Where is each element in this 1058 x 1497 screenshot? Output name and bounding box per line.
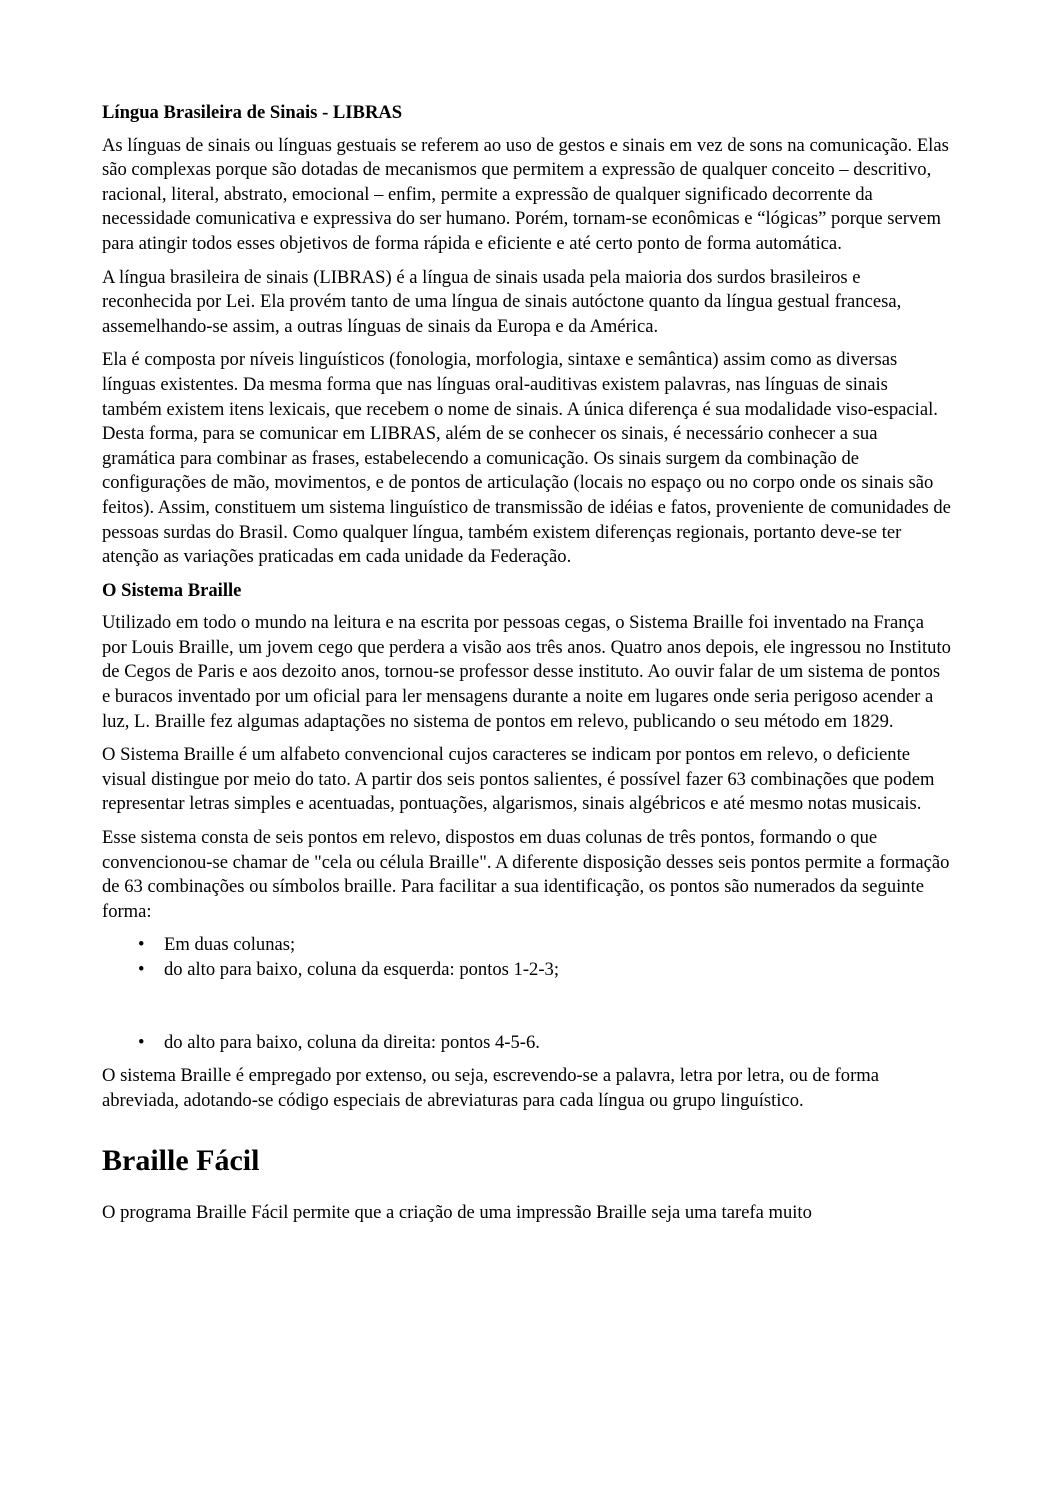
paragraph-libras-1: As línguas de sinais ou línguas gestuais se referem ao uso de gestos e sinais em vez de sons na comunicação. Elas são complexas porque são dotadas de mecanismos que permitem a expressão de qualquer conceito – descritivo, racional, literal, abstrato, emocional – enfim, permite a expressão de qualquer significado decorrente da necessidade comunicativa e expressiva do ser humano. Porém, tornam-se econômicas e “lógicas” porque servem para atingir todos esses objetivos de forma rápida e eficiente e até certo ponto de forma automática.	[102, 134, 949, 254]
paragraph-braille-2: O Sistema Braille é um alfabeto convencional cujos caracteres se indicam por pontos em relevo, o deficiente visual distingue por meio do tato. A partir dos seis pontos salientes, é possível fazer 63 combinações que podem representar letras simples e acentuadas, pontuações, algarismos, sinais algébricos e até mesmo notas musicais.	[102, 744, 935, 815]
bullet-icon: •	[138, 959, 145, 980]
heading-braille-facil: Braille Fácil	[102, 1144, 260, 1178]
list-item	[102, 958, 952, 983]
paragraph-braille-3: Esse sistema consta de seis pontos em relevo, dispostos em duas colunas de três pontos, formando o que convencionou-se chamar de "cela ou célula Braille". A diferente disposição desses seis pontos permite a formação de 63 combinações ou símbolos braille. Para facilitar a sua identificação, os pontos são numerados da seguinte forma:	[102, 827, 950, 922]
paragraph-libras-2: A língua brasileira de sinais (LIBRAS) é a língua de sinais usada pela maioria dos surdos brasileiros e reconhecida por Lei. Ela provém tanto de uma língua de sinais autóctone quanto da língua gestual francesa, assemelhando-se assim, a outras línguas de sinais da Europa e da América.	[102, 266, 902, 337]
braille-points-list	[102, 933, 952, 1055]
list-item-text: Em duas colunas;	[164, 934, 296, 956]
heading-sistema-braille: O Sistema Braille	[102, 579, 242, 601]
document-page	[102, 101, 952, 1235]
heading-libras: Língua Brasileira de Sinais - LIBRAS	[102, 102, 403, 123]
paragraph-braille-closing: O sistema Braille é empregado por extenso, ou seja, escrevendo-se a palavra, letra por letra, ou de forma abreviada, adotando-se código especiais de abreviaturas para cada língua ou grupo linguístico.	[102, 1065, 880, 1111]
bullet-icon: •	[138, 1031, 145, 1053]
paragraph-braille-1: Utilizado em todo o mundo na leitura e na escrita por pessoas cegas, o Sistema Braille foi inventado na França por Louis Braille, um jovem cego que perdera a visão aos três anos. Quatro anos depois, ele ingressou no Instituto de Cegos de Paris e aos dezoito anos, tornou-se professor desse instituto. Ao ouvir falar de um sistema de pontos e buracos inventado por um oficial para ler mensagens durante a noite em lugares onde seria perigoso acender a luz, L. Braille fez algumas adaptações no sistema de pontos em relevo, publicando o seu método em 1829.	[102, 612, 951, 732]
paragraph-braille-facil: O programa Braille Fácil permite que a criação de uma impressão Braille seja uma tarefa muito	[102, 1202, 812, 1224]
list-item	[102, 933, 952, 958]
paragraph-libras-3: Ela é composta por níveis linguísticos (fonologia, morfologia, sintaxe e semântica) assim como as diversas línguas existentes. Da mesma forma que nas línguas oral-auditivas existem palavras, nas línguas de sinais também existem itens lexicais, que recebem o nome de sinais. A única diferença é sua modalidade viso-espacial. Desta forma, para se comunicar em LIBRAS, além de se conhecer os sinais, é necessário conhecer a sua gramática para combinar as frases, estabelecendo a comunicação. Os sinais surgem da combinação de configurações de mão, movimentos, e de pontos de articulação (locais no espaço ou no corpo onde os sinais são feitos). Assim, constituem um sistema linguístico de transmissão de idéias e fatos, proveniente de comunidades de pessoas surdas do Brasil. Como qualquer língua, também existem diferenças regionais, portanto deve-se ter atenção as variações praticadas em cada unidade da Federação.	[102, 349, 951, 568]
list-item-text: do alto para baixo, coluna da esquerda: pontos 1-2-3;	[164, 959, 559, 980]
list-item-text: do alto para baixo, coluna da direita: pontos 4-5-6.	[164, 1031, 540, 1053]
list-item	[102, 1031, 952, 1056]
bullet-icon: •	[138, 934, 145, 956]
